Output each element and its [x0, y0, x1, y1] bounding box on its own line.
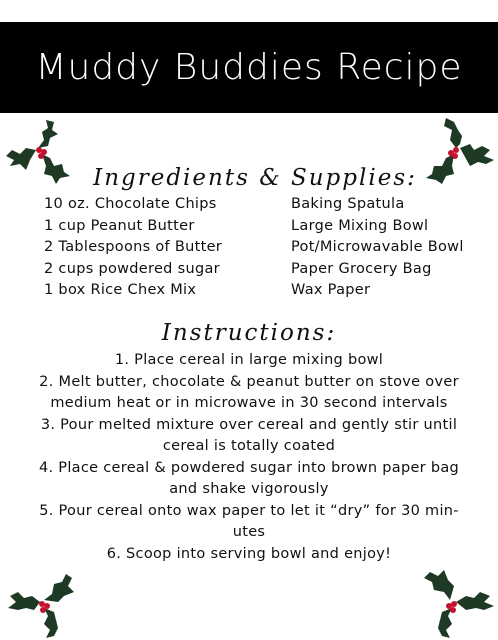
instruction-line: 1. Place cereal in large mixing bowl: [114, 352, 384, 368]
list-item: 1 cup Peanut Butter: [44, 217, 195, 234]
instruction-line: 6. Scoop into serving bowl and enjoy!: [106, 545, 392, 562]
instruction-line: 5. Pour cereal onto wax paper to let it “dry” for 30 min-: [39, 502, 459, 519]
top-margin: [0, 0, 498, 22]
instruction-line: 4. Place cereal & powdered sugar into brown paper bag: [38, 459, 460, 476]
list-item: Baking Spatula: [291, 196, 405, 212]
holly-icon: [420, 566, 498, 640]
instruction-line: cereal is totally coated: [162, 438, 336, 454]
list-item: Wax Paper: [291, 282, 371, 298]
instructions-list: [0, 350, 498, 565]
list-item: Pot/Microwavable Bowl: [291, 239, 464, 255]
instruction-line: utes: [232, 524, 266, 540]
instruction-line: medium heat or in microwave in 30 second intervals: [50, 395, 448, 411]
list-item: 2 Tablespoons of Butter: [44, 239, 223, 255]
title-banner: [0, 22, 498, 113]
page-title: Muddy Buddies Recipe: [35, 47, 463, 88]
instruction-line: and shake vigorously: [169, 481, 329, 497]
supplies-list: [291, 194, 464, 302]
list-item: 2 cups powdered sugar: [44, 260, 220, 277]
list-item: 1 box Rice Chex Mix: [44, 282, 197, 298]
list-item: Paper Grocery Bag: [291, 260, 432, 277]
ingredients-heading: Ingredients & Supplies:: [93, 165, 417, 191]
holly-icon: [4, 566, 80, 640]
list-item: 10 oz. Chocolate Chips: [44, 196, 217, 212]
list-item: Large Mixing Bowl: [291, 217, 429, 234]
instruction-line: 3. Pour melted mixture over cereal and gently stir until: [40, 416, 458, 433]
instruction-line: 2. Melt butter, chocolate & peanut butter on stove over: [39, 373, 459, 390]
ingredients-list: [44, 194, 222, 302]
instructions-heading: Instructions:: [161, 320, 337, 346]
